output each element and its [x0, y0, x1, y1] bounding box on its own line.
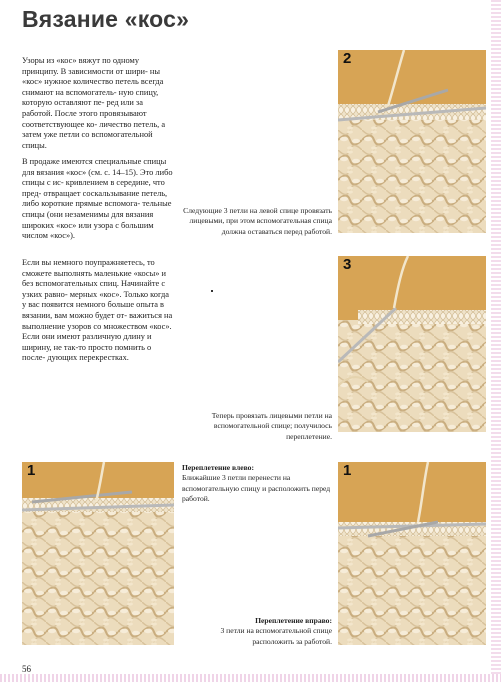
caption-right-cross-title: Переплетение вправо:	[255, 616, 332, 625]
caption-step-3: Теперь провязать лицевыми петли на вспомогательной спице; получилось переплетение.	[211, 411, 332, 441]
step-number: 3	[343, 256, 352, 273]
body-paragraph-1: Узоры из «кос» вяжут по одному принципу. В зависимости от шири- ны «кос» нужное количество петель всегда снимают на вспомогатель- ную спицу, которую оставляют пе- ред или за работой. После этого провязывают соответствующее ко- личество петель, а затем уже петли со вспомогательной спицы.	[22, 56, 166, 150]
caption-left-cross	[182, 463, 332, 505]
caption-step-2: Следующие 3 петли на левой спице провязать лицевыми, при этом вспомогательная спица должна оставаться перед работой.	[183, 206, 332, 236]
stray-mark	[211, 290, 213, 292]
step-number: 1	[27, 462, 36, 479]
step-number: 1	[343, 462, 352, 479]
photo-right-cross-step-1	[338, 462, 486, 645]
photo-step-2	[338, 50, 486, 233]
page-number: 56	[22, 664, 31, 674]
body-paragraph-3: Если вы немного поупражняетесь, то сможете выполнять маленькие «косы» и без вспомогательных спиц. Начинайте с узких равно- мерных «кос». Только когда у вас появится немного больше опыта в вязании, вам можно будет от- важиться на выполнение узоров со множеством «кос». Если они имеют различную длину и ширину, не так-то просто помнить о после- дующих перекрестках.	[22, 258, 173, 363]
decorative-stripe-right	[491, 0, 501, 682]
body-paragraph-2: В продаже имеются специальные спицы для вязания «кос» (см. с. 14–15). Это либо спицы с ис- кривлением в середине, что пред- отвращает соскальзывание петель, либо короткие прямые вспомога- тельные спицы (они незаменимы для вязания широких «кос» или узора с большим числом «кос»).	[22, 157, 173, 241]
caption-left-cross-text: Ближайшие 3 петли перенести на вспомогательную спицу и расположить перед работой.	[182, 473, 331, 504]
caption-left-cross-title: Переплетение влево:	[182, 463, 255, 472]
page-title: Вязание «кос»	[22, 6, 190, 32]
caption-right-cross	[182, 616, 332, 647]
photo-left-cross-step-1	[22, 462, 174, 645]
caption-right-cross-text: 3 петли на вспомогательной спице расположить за работой.	[220, 626, 332, 646]
photo-step-3	[338, 256, 486, 432]
step-number: 2	[343, 50, 352, 67]
decorative-stripe-bottom	[0, 674, 501, 682]
